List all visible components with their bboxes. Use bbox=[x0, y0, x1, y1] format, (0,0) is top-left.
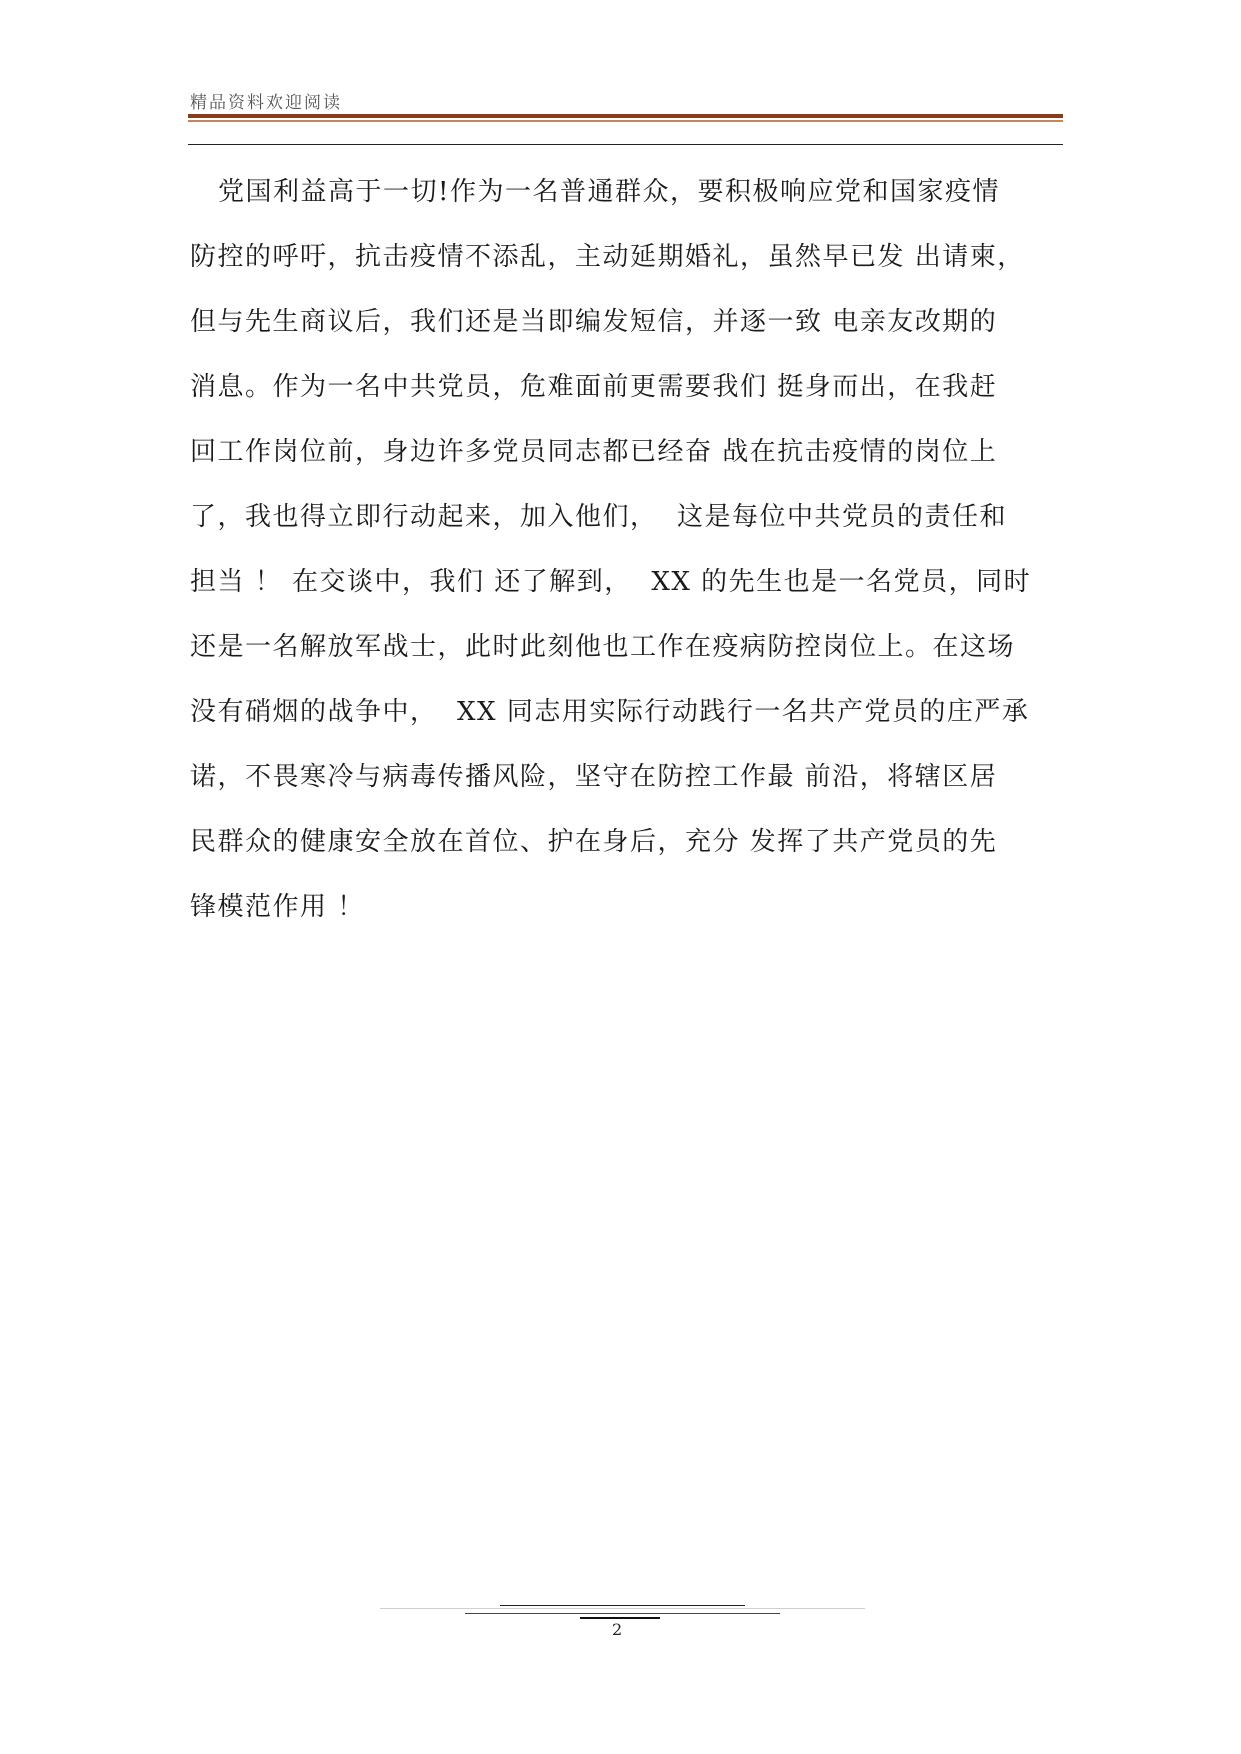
body-line: 回工作岗位前，身边许多党员同志都已经奋 战在抗击疫情的岗位上 bbox=[190, 437, 998, 467]
footer-rule bbox=[380, 1608, 865, 1609]
footer-rule bbox=[500, 1605, 745, 1606]
body-line: 担当 ！ 在交谈中，我们 还了解到， XX 的先生也是一名党员，同时 bbox=[190, 567, 1032, 597]
header-title: 精品资料欢迎阅读 bbox=[190, 93, 342, 113]
body-line: 诺，不畏寒冷与病毒传播风险，坚守在防控工作最 前沿，将辖区居 bbox=[190, 762, 998, 792]
body-line: 但与先生商议后，我们还是当即编发短信，并逐一致 电亲友改期的 bbox=[190, 307, 998, 337]
body-line: 民群众的健康安全放在首位、护在身后，充分 发挥了共产党员的先 bbox=[190, 827, 998, 857]
footer-rule bbox=[580, 1617, 660, 1619]
body-paragraph bbox=[190, 160, 1065, 940]
footer-rule bbox=[465, 1613, 780, 1614]
header-rule-thick bbox=[188, 114, 1063, 118]
header-rule-thin bbox=[188, 120, 1063, 122]
body-line: 消息。作为一名中共党员，危难面前更需要我们 挺身而出，在我赶 bbox=[190, 372, 998, 402]
body-line: 防控的呼吁，抗击疫情不添乱，主动延期婚礼，虽然早已发 出请柬， bbox=[190, 242, 1025, 272]
body-line: 锋模范作用 ！ bbox=[190, 892, 365, 922]
page-number: 2 bbox=[612, 1620, 623, 1639]
body-line: 还是一名解放军战士，此时此刻他也工作在疫病防控岗位上。在这场 bbox=[190, 632, 1016, 662]
body-line: 党国利益高于一切!作为一名普通群众，要积极响应党和国家疫情 bbox=[218, 177, 1000, 207]
body-line: 了，我也得立即行动起来，加入他们， 这是每位中共党员的责任和 bbox=[190, 502, 1008, 532]
body-line: 没有硝烟的战争中， XX 同志用实际行动践行一名共产党员的庄严承 bbox=[190, 697, 1030, 727]
header-rule-under bbox=[188, 144, 1063, 145]
